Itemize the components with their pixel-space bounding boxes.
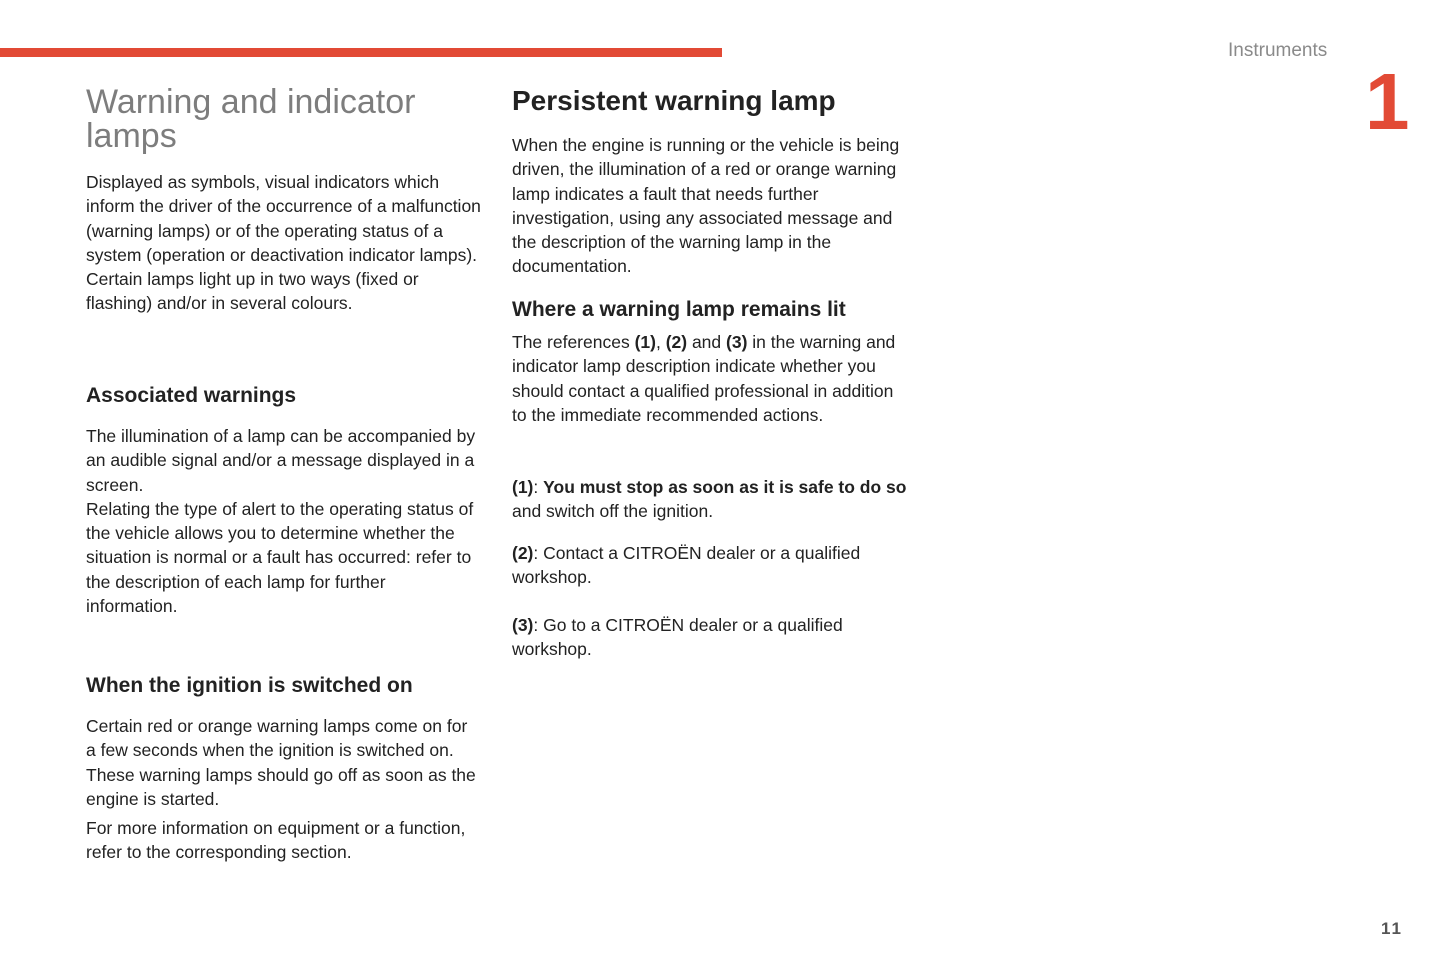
reference-1-text: and switch off the ignition. bbox=[512, 501, 714, 522]
reference-1-code: (1) bbox=[512, 477, 534, 497]
sep-2: and bbox=[687, 332, 727, 352]
reference-2 bbox=[512, 541, 907, 590]
persistent-intro-paragraph: When the engine is running or the vehicle is being driven, the illumination of a red or orange warning lamp indicates a fault that needs further investigation, using any associated message and the description of the warning lamp in the documentation. bbox=[512, 135, 900, 277]
reference-1-bold-text: You must stop as soon as it is safe to do so bbox=[543, 477, 907, 497]
page-number: 11 bbox=[1381, 919, 1403, 938]
reference-1-block bbox=[512, 475, 907, 524]
ignition-heading: When the ignition is switched on bbox=[86, 674, 413, 697]
reference-2-text: Contact a CITROËN dealer or a qualified workshop. bbox=[512, 543, 861, 588]
reference-3-colon: : bbox=[533, 615, 544, 635]
reference-3-text: Go to a CITROËN dealer or a qualified workshop. bbox=[512, 615, 843, 660]
sep-1: , bbox=[655, 332, 666, 352]
text-after: in the warning and indicator lamp description indicate whether you should contact a qualified professional in addition to the immediate recommended actions. bbox=[512, 332, 896, 425]
ignition-paragraph-2: For more information on equipment or a function, refer to the corresponding section. bbox=[86, 818, 466, 863]
text-before: The references bbox=[512, 332, 635, 352]
ref-3: (3) bbox=[726, 332, 748, 352]
associated-warnings-block bbox=[86, 424, 481, 618]
reference-3-code: (3) bbox=[512, 615, 534, 635]
header-accent-bar bbox=[0, 48, 722, 57]
remains-lit-heading: Where a warning lamp remains lit bbox=[512, 298, 846, 321]
persistent-lamp-title: Persistent warning lamp bbox=[512, 85, 836, 116]
remains-lit-paragraph bbox=[512, 330, 907, 427]
intro-paragraph: Displayed as symbols, visual indicators which inform the driver of the occurrence of a malfunction (warning lamps) or of the operating status of a system (operation or deactivation indicator lamps). Certain lamps light up in two ways (fixed or flashing) and/or in several colours. bbox=[86, 172, 481, 314]
ref-1: (1) bbox=[634, 332, 656, 352]
associated-warnings-heading: Associated warnings bbox=[86, 384, 297, 407]
reference-3 bbox=[512, 613, 907, 662]
remains-lit-block bbox=[512, 330, 907, 427]
section-title: Instruments bbox=[1228, 40, 1328, 61]
ignition-block bbox=[86, 714, 481, 865]
reference-2-code: (2) bbox=[512, 543, 534, 563]
persistent-intro-block bbox=[512, 133, 907, 279]
reference-1 bbox=[512, 475, 907, 524]
chapter-number: 1 bbox=[1365, 57, 1410, 146]
reference-2-block bbox=[512, 541, 907, 590]
ignition-paragraph-1: Certain red or orange warning lamps come on for a few seconds when the ignition is switched on. These warning lamps should go off as soon as the engine is started. bbox=[86, 716, 476, 809]
associated-warnings-paragraph-1: The illumination of a lamp can be accompanied by an audible signal and/or a message displayed in a screen. bbox=[86, 426, 476, 495]
reference-2-colon: : bbox=[533, 543, 544, 563]
page-title: Warning and indicator lamps bbox=[86, 83, 416, 155]
reference-3-block bbox=[512, 613, 907, 662]
ref-2: (2) bbox=[665, 332, 688, 352]
associated-warnings-paragraph-2: Relating the type of alert to the operating status of the vehicle allows you to determine whether the situation is normal or a fault has occurred: refer to the description of each lamp for further information. bbox=[86, 498, 474, 617]
intro-block bbox=[86, 170, 481, 316]
reference-1-colon: : bbox=[533, 477, 544, 497]
